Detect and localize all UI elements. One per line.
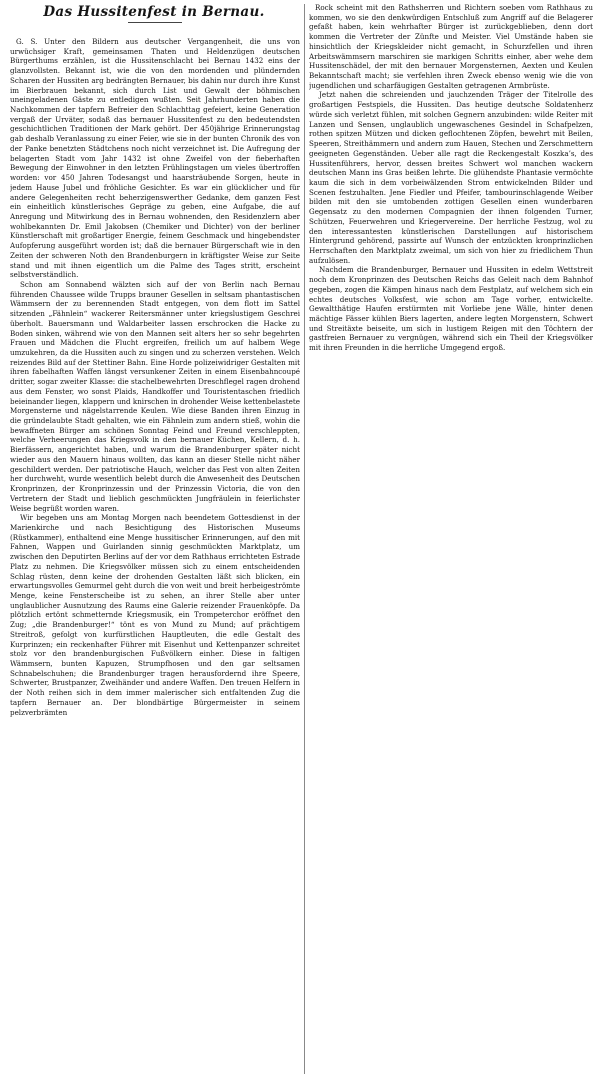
right-column — [309, 3, 593, 569]
paragraph: G. S. Unter den Bildern aus deutscher Vergangenheit, die uns von urwüchsiger Kraft, gemeinsamen Thaten und Heldenzügen deutschen Bürgerthums erzählen, ist die Hussitenschlacht bei Bernau 1432 eins der glanzvollsten. Bekannt ist, wie die von den mordenden und plündernden Scharen der Hussiten arg bedrängten Bernauer, bis dahin nur durch ihre Kunst im Bierbrauen bekannt, sich durch List und Gewalt der böhmischen uneingeladenen Gäste zu entledigen wußten. Seit Jahrhunderten haben die Nachkommen der tapfern Befreier den Schlachttag gefeiert, keine Generation vergaß der Urväter, sodaß das bernauer Hussitenfest zu den bedeutendsten geschichtlichen Traditionen der Mark gehört. Der 450jährige Erinnerungstag gab deshalb Veranlassung zu einer Feier, wie sie in der bunten Chronik des von der Panke benetzten Städtchens noch nicht verzeichnet ist. Die Aufregung der belagerten Stadt vom Jahr 1432 ist ohne Zweifel von der fieberhaften Bewegung der Einwohner in den letzten Frühlingstagen um vieles übertroffen worden: vor 450 Jahren Todesangst und haarsträubende Sorgen, heute in jedem Hause Jubel und fröhliche Gesichter. Es war ein glücklicher und für andere Gelegenheiten recht beherzigenswerther Gedanke, dem ganzen Fest ein einheitlich künstlerisches Gepräge zu geben, eine Aufgabe, die auf Anregung und Mitwirkung des in Bernau wohnenden, den Residenzlern aber wohlbekannten Dr. Emil Jakobsen (Chemiker und Dichter) von der berliner Künstlerschaft mit großartiger Energie, feinem Geschmack und hingebendster Aufopferung ausgeführt worden ist; daß die bernauer Bürgerschaft wie in den Zeiten der schweren Noth den Brandenburgern in kräftigster Weise zur Seite stand und mit ihnen eigentlich um die Palme des Tages stritt, erscheint selbstverständlich. — [10, 37, 300, 280]
article-title: Das Hussitenfest in Bernau. — [43, 4, 265, 20]
paragraph: Nachdem die Brandenburger, Bernauer und Hussiten in edelm Wettstreit noch dem Kronprinzen des Deutschen Reichs das Geleit nach dem Bahnhof gegeben, zogen die Kämpen hinaus nach dem Festplatz, auf welchem sich ein echtes deutsches Volksfest, wie schon am Tage vorher, entwickelte. Gewaltthätige Haufen erstürmten mit Vorliebe jene Wälle, hinter denen mächtige Fässer kühlen Biers lagerten, andere legten Morgenstern, Schwert und Streitäxte beiseite, um sich in lustigem Reigen mit den Töchtern der gastfreien Bernauer zu vergnügen, während sich ein Theil der Kriegsvölker mit ihren Freunden in die herrliche Umgegend ergoß. — [309, 265, 593, 353]
paragraph: Schon am Sonnabend wälzten sich auf der von Berlin nach Bernau führenden Chaussee wilde Trupps brauner Gesellen in seltsam phantastischen Wämmsern der zu berennenden Stadt entgegen, von dem flott im Sattel sitzenden „Fähnlein“ wackerer Reitersmänner unter kriegslustigem Geschrei überholt. Bauersmann und Waldarbeiter lassen erschrocken die Hacke zu Boden sinken, während wie von den Mannen seit alters her so sehr begehrten Frauen und Mädchen die Flucht ergreifen, freilich um auf halbem Wege umzukehren, da die Hussiten auch zu singen und zu scherzen verstehen. Welch reizendes Bild auf der Stettiner Bahn. Eine Horde polizeiwidriger Gestalten mit ihren fabelhaften Waffen längst versunkener Zeiten in einem Eisenbahncoupé dritter, sogar zweiter Klasse: die stachelbewehrten Dreschflegel ragen drohend aus dem Fenster, wo sonst Plaids, Handkoffer und Touristentaschen friedlich beieinander liegen, klappern und knirschen in drohender Weise kettenbelastete Morgensterne und nägelstarrende Keulen. Wie diese Banden ihren Einzug in die gründelaubte Stadt gehalten, wie ein Fähnlein zum andern stieß, wohin die bewaffneten Bürger am schönen Sonntag Feind und Freund verschleppten, welche Verheerungen das Kriegsvolk in den bernauer Küchen, Kellern, d. h. Bierfässern, angerichtet haben, und warum die Brandenburger später nicht wieder aus den Mauern hinaus wollten, das kann an dieser Stelle nicht näher geschildert werden. Der patriotische Hauch, welcher das Fest von alten Zeiten her durchweht, wurde wesentlich belebt durch die Anwesenheit des Deutschen Kronprinzen, der Kronprinzessin und der Prinzessin Victoria, die von den Vertretern der Stadt und lieblich geschmückten Jungfräulein in feierlichster Weise begrüßt worden waren. — [10, 279, 300, 513]
title-underline — [128, 22, 182, 23]
left-column — [10, 37, 300, 1073]
column-divider — [304, 4, 305, 1074]
paragraph: Jetzt nahen die schreienden und jauchzenden Träger der Titelrolle des großartigen Festspiels, die Hussiten. Das heutige deutsche Soldatenherz würde sich verletzt fühlen, mit solchen Gegnern anzubinden: wilde Reiter mit Lanzen und Sensen, unglaublich ungewaschenes Gesindel in Schafpelzen, rothen spitzen Mützen und dicken geflochtenen Zöpfen, bewehrt mit Beilen, Speeren, Streithämmern und andern zum Hauen, Stechen und Zerschmettern geeigneten Gegenständen. Ueber alle ragt die Reckengestalt Koszka’s, des Hussitenführers, hervor, dessen breites Schwert wol manchen wackern deutschen Mann ins Gras beißen lehrte. Die glühendste Phantasie vermöchte kaum die sich in dem vorbeiwälzenden Strom entwickelnden Bilder und Scenen festzuhalten. Jene Fiedler und Pfeifer, tambourinschlagende Weiber bilden mit den sie umtobenden zottigen Gesellen einen wunderbaren Gegensatz zu den modernen Compagnien der ihnen folgenden Turner, Schützen, Feuerwehren und Kriegervereine. Der herrliche Festzug, wol zu den interessantesten künstlerischen Darstellungen auf historischem Hintergrund gehörend, passirte auf Wunsch der entzückten kronprinzlichen Herrschaften den Marktplatz zweimal, um sich von hier zu friedlichem Thun aufzulösen. — [309, 90, 593, 265]
paragraph: Wir begeben uns am Montag Morgen nach beendetem Gottesdienst in der Marienkirche und nach Besichtigung des Historischen Museums (Rüstkammer), enthaltend eine Menge hussitischer Erinnerungen, auf den mit Fahnen, Wappen und Guirlanden sinnig geschmückten Marktplatz, um zwischen den Deputirten Berlins auf der vor dem Rathhaus errichteten Estrade Platz zu nehmen. Die Kriegsvölker müssen sich zu einem entscheidenden Schlag rüsten, denn keine der drohenden Gestalten läßt sich blicken, ein erwartungsvolles Gemurmel geht durch die von weit und breit herbeigeströmte Menge, keine Fensterscheibe ist zu sehen, an ihrer Stelle aber unter unglaublicher Ausnutzung des Raums eine Galerie reizender Frauenköpfe. Da plötzlich ertönt schmetternde Kriegsmusik, ein Trompeterchor eröffnet den Zug; „die Brandenburger!“ tönt es von Mund zu Mund; auf prächtigem Streitroß, gefolgt von kurfürstlichen Hauptleuten, die edle Gestalt des Kurprinzen; ein reckenhafter Führer mit Eisenhut und Kettenpanzer schreitet stolz vor den brandenburgischen Fußvölkern einher. Diese in faltigen Wämmsern, bunten Kapuzen, Strumpfhosen und den gar seltsamen Schnabelschuhen; die Brandenburger tragen herausfordernd ihre Speere, Schwerter, Brustpanzer, Zweihänder und andere Waffen. Den treuen Helfern in der Noth reihen sich in dem immer malerischer sich entfaltenden Zug die tapfern Bernauer an. Der blondbärtige Bürgermeister in seinem pelzverbrämten — [10, 513, 300, 717]
paragraph: Rock scheint mit den Rathsherren und Richtern soeben vom Rathhaus zu kommen, wo sie den denkwürdigen Entschluß zum Angriff auf die Belagerer gefaßt haben, kein wehrhafter Bürger ist zurückgeblieben, denn dort kommen die Vertreter der Zünfte und Meister. Viel Umstände haben sie hinsichtlich der Kriegskleider nicht gemacht, in Schurzfellen und ihren Arbeitswämmsern marschiren sie markigen Schritts einher, aber wehe dem Hussitenschädel, der mit den bernauer Morgensternen, Aexten und Keulen Bekanntschaft macht; sie verfehlen ihren Zweck ebenso wenig wie die von jugendlichen und scharfäugigen Gestalten getragenen Armbrüste. — [309, 3, 593, 90]
